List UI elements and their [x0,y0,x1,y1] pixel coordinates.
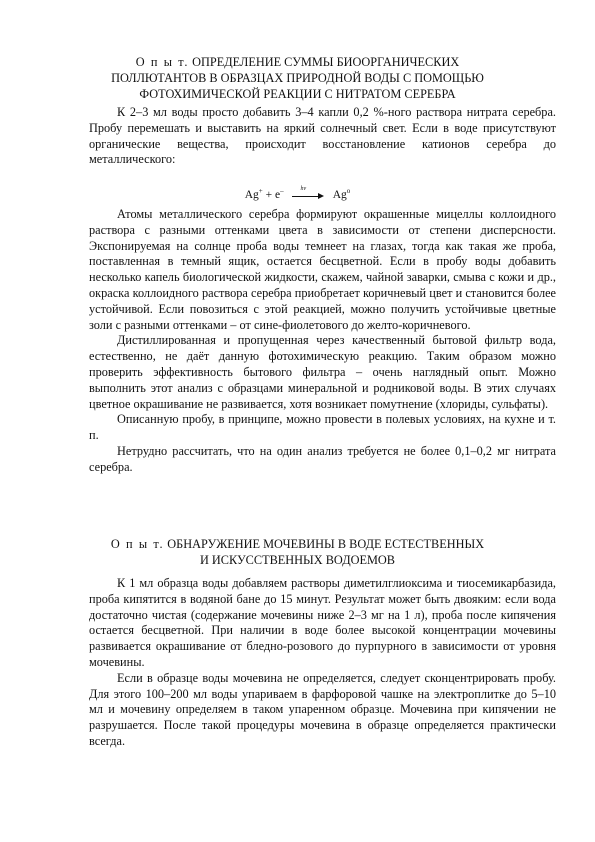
section1-body [89,207,556,476]
section2-paragraph-1: К 1 мл образца воды добавляем растворы диметилглиоксима и тиосемикарбазида, проба кипятится в водяной бане до 15 минут. Результат может быть двояким: если вода достаточно чистая (содержание мочевины ниже 2–3 мг на 1 л), проба после кипячения остается бесцветной. При наличии в воде более высокой концентрации мочевины развивается окрашивание от бледно-розового до пурпурного в зависимости от уровня мочевины. [89,576,556,669]
section2-heading [90,537,505,569]
reaction-equation [0,184,595,202]
section1-intro [89,105,556,168]
section1-heading [90,55,505,102]
equation-reactant1: Ag [244,189,259,201]
section1-paragraph-2: Атомы металлического серебра формируют окрашенные мицеллы коллоидного раствора с разными оттенками цвета в зависимости от степени дисперсности. Экспонируемая на солнце проба воды темнеет на глазах, тогда как такая же проба, поставленная в темный ящик, остается бесцветной. Если в пробу воды добавить несколько капель биологической жидкости, скажем, чайной заварки, смыва с кожи и др., окраска коллоидного раствора серебра приобретает коричневый цвет и становится более устойчивой. Если повозиться с этой реакцией, можно получить устойчивые цветные золи с разными оттенками – от сине-фиолетового до желто-коричневого. [89,207,556,332]
section2-body [89,576,556,750]
equation-plus: + [265,189,273,201]
section1-paragraph-4: Описанную пробу, в принципе, можно провести в полевых условиях, на кухне и т. п. [89,412,556,443]
equation-product-charge: o [346,187,351,195]
equation-reactant2-charge: – [280,187,284,195]
section1-title-line3: ФОТОХИМИЧЕСКОЙ РЕАКЦИИ С НИТРАТОМ СЕРЕБРА [139,86,456,101]
equation-reactant1-charge: + [258,187,263,195]
section2-title-prefix: О п ы т. [110,537,165,551]
equation-product: Ag [332,189,347,201]
section1-paragraph-1: К 2–3 мл воды просто добавить 3–4 капли 0,2 %-ного раствора нитрата серебра. Пробу перемешать и выставить на яркий солнечный свет. Если в воде присутствуют органические вещества, происходит восстановление катионов серебра до металлического: [89,105,556,167]
arrow-label: hv [300,186,307,193]
section2-title-text1: ОБНАРУЖЕНИЕ МОЧЕВИНЫ В ВОДЕ ЕСТЕСТВЕННЫХ [167,537,485,551]
section2-title-line2: И ИСКУССТВЕННЫХ ВОДОЕМОВ [199,552,396,567]
section2-title-line1 [90,537,505,553]
section1-title-prefix: О п ы т. [135,55,190,69]
equation-reactant2: e [274,189,281,201]
section2-paragraph-2: Если в образце воды мочевина не определяется, следует сконцентрировать пробу. Для этого 100–200 мл воды упариваем в фарфоровой чашке на электроплитке до 5–10 мл и мочевину определяем в таком упаренном образце. Мочевина при кипячении не разрушается. После такой процедуры мочевина в образце определяется практически всегда. [89,670,556,748]
section1-title-line1 [90,55,505,71]
section1-title-line2: ПОЛЛЮТАНТОВ В ОБРАЗЦАХ ПРИРОДНОЙ ВОДЫ С ПОМОЩЬЮ [111,70,484,85]
reaction-arrow-icon [292,186,324,200]
section1-paragraph-5: Нетрудно рассчитать, что на один анализ требуется не более 0,1–0,2 мг нитрата серебра. [89,443,556,474]
section1-title-text1: ОПРЕДЕЛЕНИЕ СУММЫ БИООРГАНИЧЕСКИХ [192,55,460,69]
section1-paragraph-3: Дистиллированная и пропущенная через качественный бытовой фильтр вода, естественно, не даёт данную фотохимическую реакцию. Таким образом можно проверить эффективность бытового фильтра – очень наглядный опыт. Можно выполнить этот анализ с образцами минеральной и родниковой воды. В этих случаях цветное окрашивание не развивается, хотя возникает помутнение (хлориды, сульфаты). [89,333,556,411]
